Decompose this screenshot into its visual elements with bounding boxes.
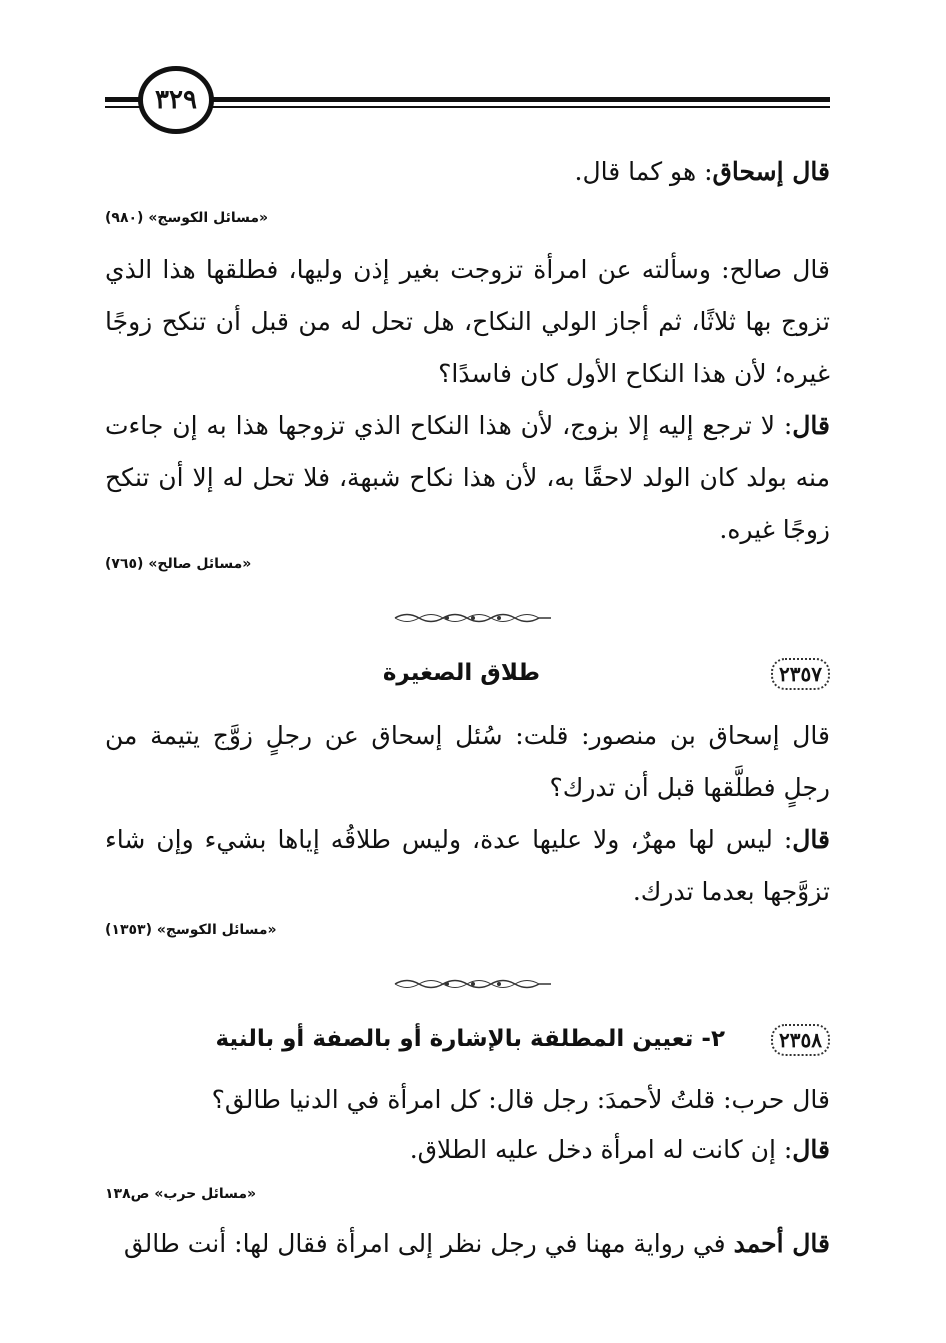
paragraph-text: : ليس لها مهرٌ، ولا عليها عدة، وليس طلاقُه إياها بشيء وإن شاء تزوَّجها بعدما تدرك. bbox=[105, 825, 830, 906]
paragraph-text: في رواية مهنا في رجل نظر إلى امرأة فقال لها: أنت طالق bbox=[123, 1229, 734, 1258]
speaker-label: قال أحمد bbox=[733, 1229, 830, 1258]
paragraph-ahmad bbox=[105, 1218, 830, 1270]
source-citation: «مسائل الكوسج» (٩٨٠) bbox=[105, 210, 269, 226]
source-citation: «مسائل حرب» ص١٣٨ bbox=[105, 1186, 257, 1202]
paragraph-harb: قال حرب: قلتُ لأحمدَ: رجل قال: كل امرأة في الدنيا طالق؟ bbox=[211, 1085, 830, 1114]
speaker-label: قال bbox=[792, 1135, 830, 1164]
speaker-label: قال bbox=[792, 825, 830, 854]
paragraph-text: : إن كانت له امرأة دخل عليه الطلاق. bbox=[409, 1135, 793, 1164]
paragraph-ishaq-mansur: قال إسحاق بن منصور: قلت: سُئل إسحاق عن رجلٍ زوَّج يتيمة من رجلٍ فطلَّقها قبل أن تدرك؟ bbox=[105, 721, 830, 802]
section-title: ٢- تعيين المطلقة بالإشارة أو بالصفة أو بالنية bbox=[215, 1026, 725, 1052]
section-number-badge: ٢٣٥٨ bbox=[771, 1024, 830, 1056]
paragraph-text: : لا ترجع إليه إلا بزوج، لأن هذا النكاح الذي تزوجها هذا به إن جاءت منه بولد كان الولد لاحقًا به، لأن هذا نكاح شبهة، فلا تحل له إلا أن تنكح زوجًا غيره. bbox=[105, 411, 830, 544]
ornament-divider bbox=[393, 977, 553, 991]
source-citation: «مسائل صالح» (٧٦٥) bbox=[105, 556, 252, 572]
source-citation: «مسائل الكوسج» (١٣٥٣) bbox=[105, 922, 277, 938]
section-heading bbox=[105, 658, 830, 698]
paragraph-ishaq bbox=[105, 146, 830, 198]
speaker-label: قال إسحاق bbox=[712, 157, 830, 186]
paragraph-salih: قال صالح: وسألته عن امرأة تزوجت بغير إذن وليها، فطلقها هذا الذي تزوج بها ثلاثًا، ثم أجاز الولي النكاح، هل تحل له من قبل أن تنكح زوجًا غيره؛ لأن هذا النكاح الأول كان فاسدًا؟ bbox=[105, 255, 830, 388]
speaker-label: قال bbox=[792, 411, 830, 440]
section-title: طلاق الصغيرة bbox=[382, 660, 540, 686]
header-rule-thin bbox=[105, 106, 830, 108]
section-number-badge: ٢٣٥٧ bbox=[771, 658, 830, 690]
ornament-divider bbox=[393, 611, 553, 625]
section-heading bbox=[105, 1024, 830, 1064]
paragraph-answer bbox=[105, 400, 830, 556]
page-number: ٣٢٩ bbox=[138, 66, 214, 134]
paragraph-text: : هو كما قال. bbox=[574, 157, 713, 186]
paragraph-answer bbox=[105, 1124, 830, 1176]
paragraph-answer bbox=[105, 814, 830, 918]
